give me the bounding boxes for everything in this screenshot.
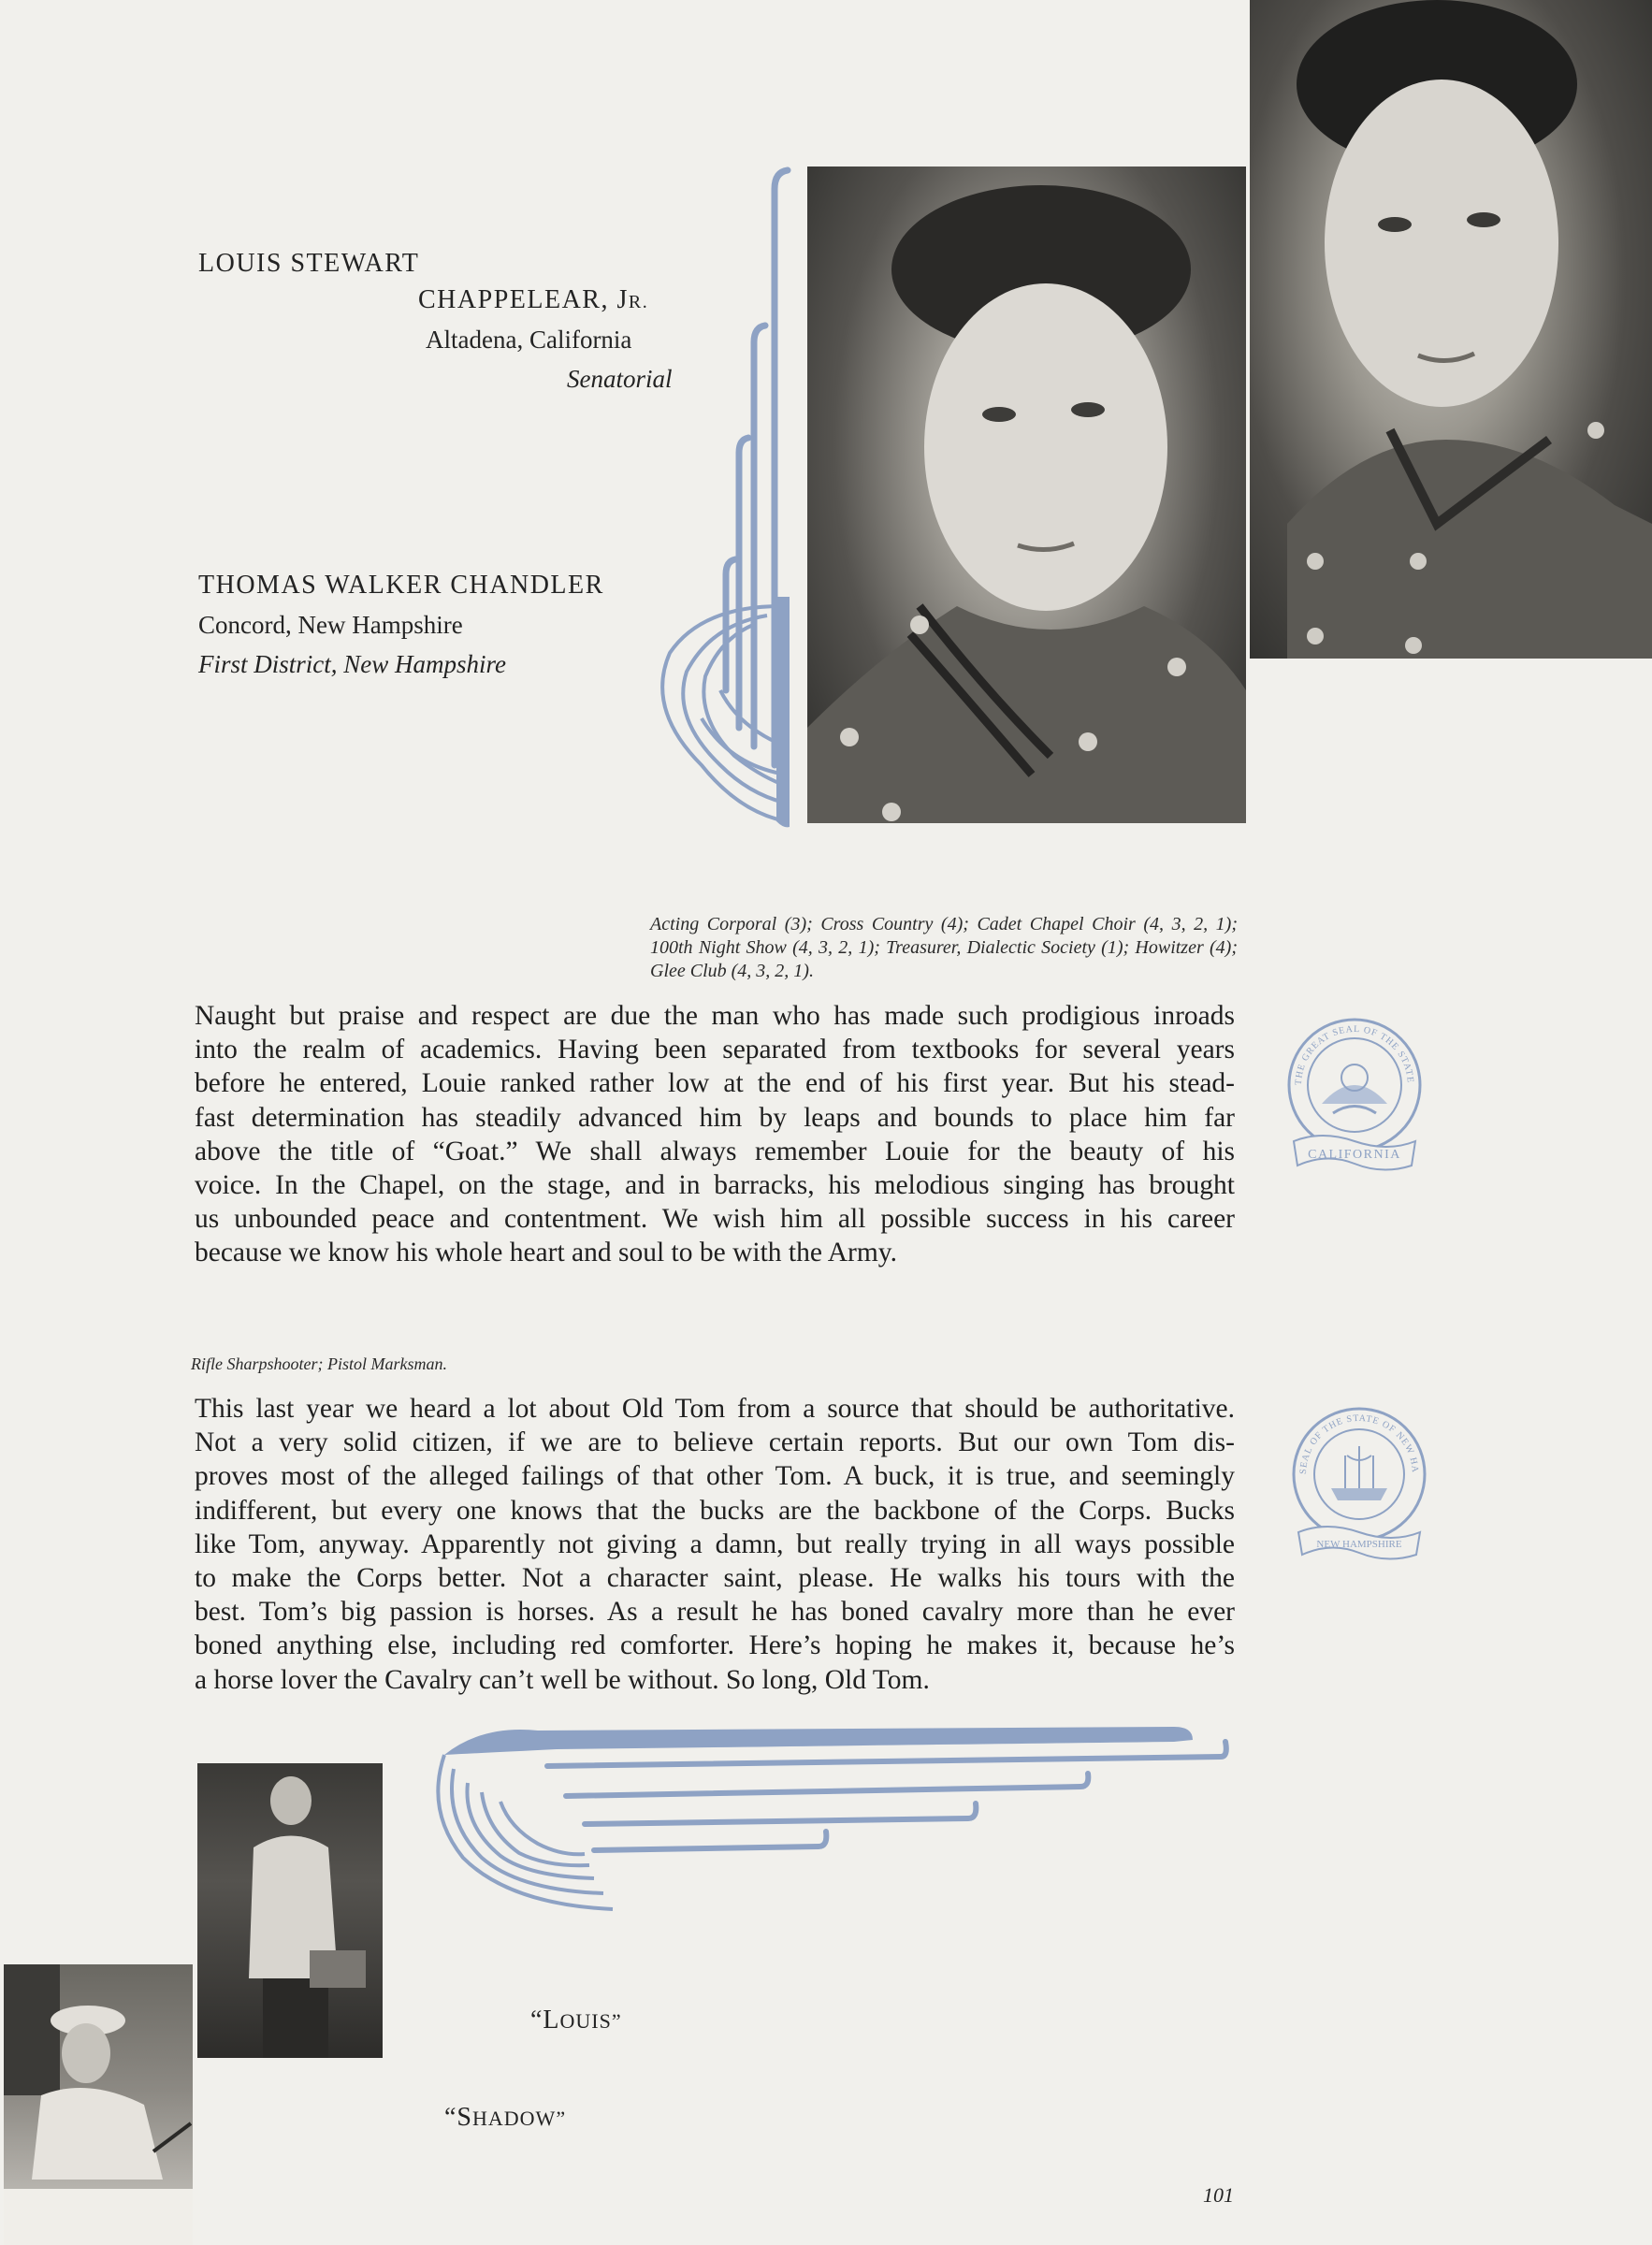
person2-nickname-rest: HADOW” bbox=[472, 2107, 567, 2130]
person1-nickname bbox=[530, 2006, 622, 2035]
candid-photo-standing bbox=[197, 1763, 383, 2058]
bio-line: voice. In the Chapel, on the stage, and in barracks, his melodious singing has brought bbox=[195, 1170, 1235, 1201]
person1-nickname-rest: OUIS” bbox=[559, 2009, 622, 2033]
person2-nickname bbox=[444, 2103, 566, 2133]
california-seal-ribbon: CALIFORNIA bbox=[1308, 1148, 1401, 1162]
person1-appointment: Senatorial bbox=[567, 365, 673, 393]
bio-line: because we know his whole heart and soul to be with the Army. bbox=[195, 1238, 897, 1268]
california-seal-icon bbox=[1284, 1010, 1425, 1179]
bio-line: proves most of the alleged failings of that other Tom. A buck, it is true, and seemingly bbox=[195, 1461, 1235, 1492]
svg-text:SEAL OF THE STATE OF NEW HAMPS bbox=[1289, 1399, 1420, 1474]
bio-line: This last year we heard a lot about Old Tom from a source that should be authoritative. bbox=[195, 1394, 1235, 1424]
bio-line: boned anything else, including red comforter. Here’s hoping he makes it, because he’s bbox=[195, 1630, 1235, 1661]
new-hampshire-seal-ribbon: NEW HAMPSHIRE bbox=[1316, 1539, 1402, 1550]
person1-activities: Acting Corporal (3); Cross Country (4); Cadet Chapel Choir (4, 3, 2, 1); 100th Night Show (4, 3, 2, 1); Treasurer, Dialectic Society (1); Howitzer (4); Glee Club (4, 3, 2, 1). bbox=[650, 914, 1238, 981]
person1-surname: CHAPPELEAR, J bbox=[418, 285, 629, 314]
bio-line: before he entered, Louie ranked rather low at the end of his first year. But his stead- bbox=[195, 1068, 1235, 1099]
bio-line: into the realm of academics. Having been separated from textbooks for several years bbox=[195, 1035, 1235, 1065]
person1-bio bbox=[195, 999, 1235, 1270]
bio-line: a horse lover the Cavalry can’t well be without. So long, Old Tom. bbox=[195, 1664, 930, 1695]
person2-name: THOMAS WALKER CHANDLER bbox=[198, 571, 604, 600]
person2-bio bbox=[195, 1392, 1235, 1697]
page-number: 101 bbox=[1203, 2183, 1234, 2207]
candid-photo-seated bbox=[4, 1964, 193, 2245]
person1-name-line1: LOUIS STEWART bbox=[198, 249, 420, 278]
portrait-photo-chappelear bbox=[807, 167, 1246, 823]
new-hampshire-seal-top-text: SEAL OF THE STATE OF NEW HA bbox=[1297, 1412, 1421, 1475]
person1-nickname-initial: “L bbox=[530, 2006, 560, 2035]
bio-line: indifferent, but every one knows that the bucks are the backbone of the Corps. Bucks bbox=[195, 1495, 1235, 1526]
bio-line: Not a very solid citizen, if we are to believe certain reports. But our own Tom dis- bbox=[195, 1427, 1235, 1458]
svg-text:THE GREAT SEAL OF THE STATE OF bbox=[1284, 1010, 1415, 1087]
bio-line: above the title of “Goat.” We shall always remember Louie for the beauty of his bbox=[195, 1136, 1235, 1166]
bio-line: us unbounded peace and contentment. We wish him all possible success in his career bbox=[195, 1204, 1235, 1235]
person2-appointment: First District, New Hampshire bbox=[198, 650, 507, 678]
vertical-wing-ornament-icon bbox=[645, 167, 795, 831]
bio-line: best. Tom’s big passion is horses. As a result he has boned cavalry more than he ever bbox=[195, 1597, 1235, 1628]
person1-hometown: Altadena, California bbox=[426, 326, 632, 354]
person1-name-line2 bbox=[418, 285, 648, 315]
new-hampshire-seal-icon bbox=[1289, 1399, 1429, 1568]
horizontal-wing-ornament-icon bbox=[426, 1717, 1230, 1919]
bio-line: fast determination has steadily advanced him by leaps and bounds to place him far bbox=[195, 1102, 1235, 1133]
person2-hometown: Concord, New Hampshire bbox=[198, 611, 463, 639]
portrait-photo-chandler bbox=[1250, 0, 1652, 659]
bio-line: like Tom, anyway. Apparently not giving a damn, but really trying in all ways possible bbox=[195, 1528, 1235, 1559]
person1-suffix: R. bbox=[628, 292, 649, 312]
person2-activities: Rifle Sharpshooter; Pistol Marksman. bbox=[191, 1354, 447, 1373]
california-seal-top-text: THE GREAT SEAL OF THE STATE bbox=[1293, 1023, 1416, 1086]
bio-line: Naught but praise and respect are due the man who has made such prodigious inroads bbox=[195, 1001, 1235, 1031]
bio-line: to make the Corps better. Not a character saint, please. He walks his tours with the bbox=[195, 1563, 1235, 1594]
person2-nickname-initial: “S bbox=[444, 2103, 472, 2132]
